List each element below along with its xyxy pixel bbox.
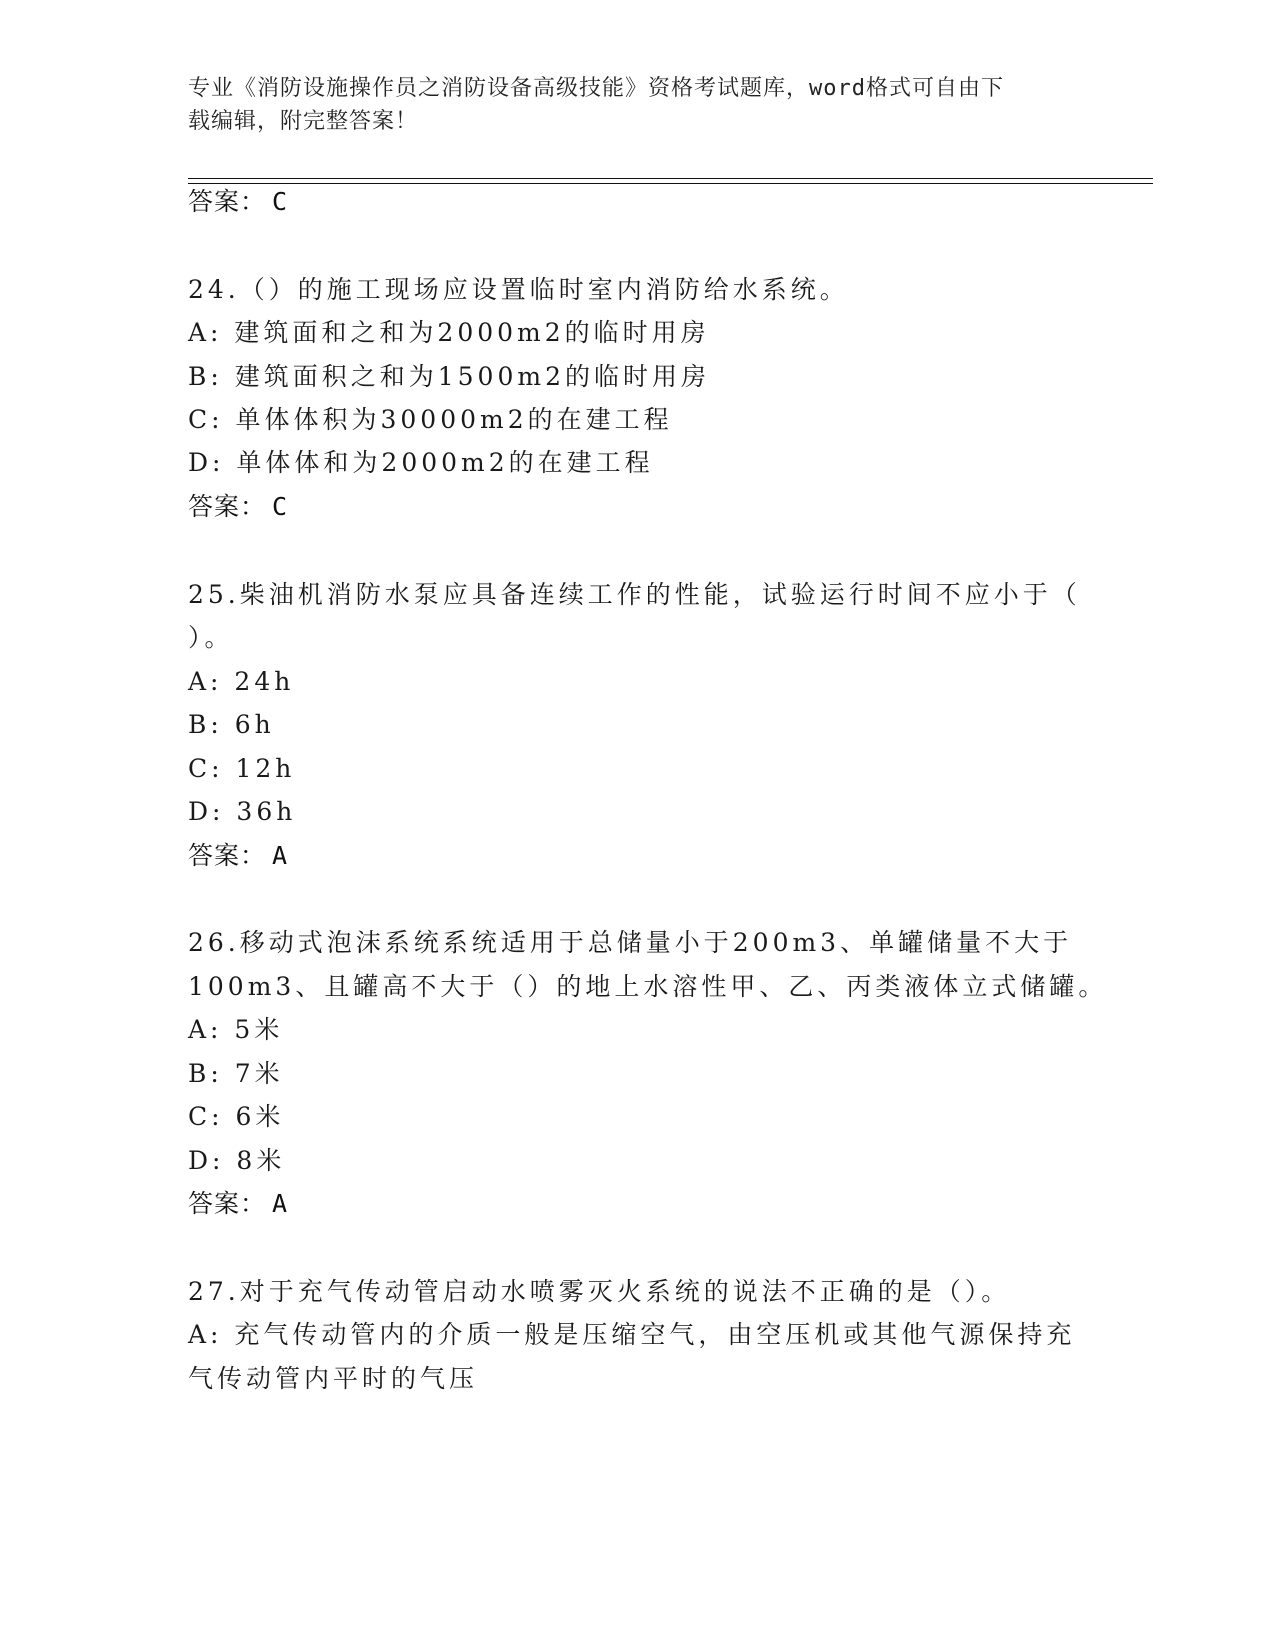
header-line-1: 专业《消防设施操作员之消防设备高级技能》资格考试题库，word格式可自由下 (188, 76, 1004, 101)
option-a: A: 建筑面和之和为2000m2的临时用房 (188, 318, 710, 347)
option-b: B: 建筑面积之和为1500m2的临时用房 (188, 362, 710, 391)
answer-prefix: 答案： (188, 1189, 267, 1218)
option-c: C: 12h (188, 754, 296, 783)
header-rule-top (188, 178, 1153, 179)
option-a: A: 24h (188, 667, 295, 696)
answer-line (188, 185, 288, 219)
question-stem: 25.柴油机消防水泵应具备连续工作的性能，试验运行时间不应小于（ (188, 580, 1081, 609)
option-c: C: 6米 (188, 1102, 285, 1131)
answer-line (188, 839, 288, 873)
header-rule-bottom (188, 183, 1153, 184)
answer-prefix: 答案： (188, 492, 267, 521)
header-line-2: 载编辑，附完整答案！ (188, 109, 419, 134)
answer-prefix: 答案： (188, 187, 267, 216)
answer-value: A (272, 1189, 289, 1218)
answer-prefix: 答案： (188, 841, 267, 870)
question-stem: 24.（）的施工现场应设置临时室内消防给水系统。 (188, 275, 849, 304)
option-c: C: 单体体积为30000m2的在建工程 (188, 405, 673, 434)
question-stem-cont: ）。 (188, 623, 234, 652)
question-stem: 26.移动式泡沫系统系统适用于总储量小于200m3、单罐储量不大于 (188, 928, 1073, 957)
answer-value: C (272, 187, 289, 216)
option-d: D: 单体体和为2000m2的在建工程 (188, 448, 654, 477)
option-a: A: 5米 (188, 1015, 284, 1044)
answer-value: A (272, 841, 289, 870)
answer-line (188, 1187, 288, 1221)
question-stem-cont: 100m3、且罐高不大于（）的地上水溶性甲、乙、丙类液体立式储罐。 (188, 972, 1108, 1001)
document-header (188, 72, 1088, 138)
option-a-cont: 气传动管内平时的气压 (188, 1364, 479, 1393)
option-d: D: 36h (188, 797, 297, 826)
option-b: B: 6h (188, 710, 275, 739)
question-stem: 27.对于充气传动管启动水喷雾灭火系统的说法不正确的是（）。 (188, 1277, 1011, 1306)
option-b: B: 7米 (188, 1059, 284, 1088)
option-a: A: 充气传动管内的介质一般是压缩空气，由空压机或其他气源保持充 (188, 1320, 1076, 1349)
answer-line (188, 490, 288, 524)
option-d: D: 8米 (188, 1146, 286, 1175)
answer-value: C (272, 492, 289, 521)
